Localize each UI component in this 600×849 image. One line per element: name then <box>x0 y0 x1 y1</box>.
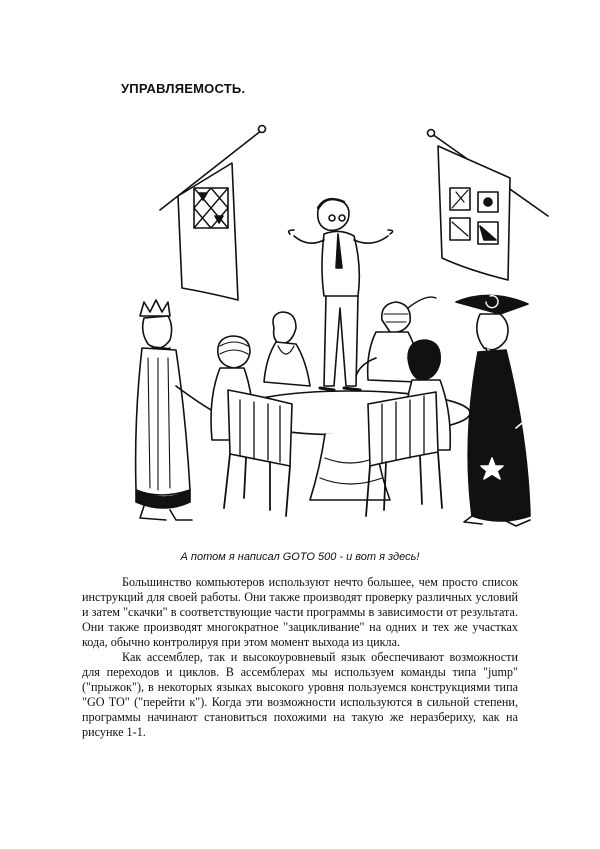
page-title: УПРАВЛЯЕМОСТЬ. <box>121 81 246 96</box>
paragraph: Большинство компьютеров используют нечто большее, чем просто список инструкций для своей работы. Они также производят проверку различных условий и затем "скачки" в соответствующие части программы в зависимости от результата. Они также производят многократное "зацикливание" на одних и тех же участках кода, обычно контролируя при этом момент выхода из цикла. <box>82 575 518 649</box>
left-chair-icon <box>224 390 292 516</box>
left-banner-icon <box>160 126 266 301</box>
paragraph: Как ассемблер, так и высокоуровневый язык обеспечивают возможности для переходов и циклов. В ассемблерах мы используем команды типа "jump" ("прыжок"), в некоторых языках высокого уровня пользуемся конструкциями типа "GO TO" ("перейти к"). Когда эти возможности используются в сильной степени, программы начинают становиться похожими на такую же неразбериху, как на рисунке 1-1. <box>82 650 518 739</box>
king-figure-icon <box>136 300 218 520</box>
round-table-cartoon-illustration <box>120 118 560 538</box>
seated-knight-figure-icon <box>264 312 310 386</box>
figure-caption: А потом я написал GOTO 500 - и вот я здесь! <box>180 551 420 563</box>
body-text <box>82 575 518 740</box>
right-banner-icon <box>428 130 549 281</box>
